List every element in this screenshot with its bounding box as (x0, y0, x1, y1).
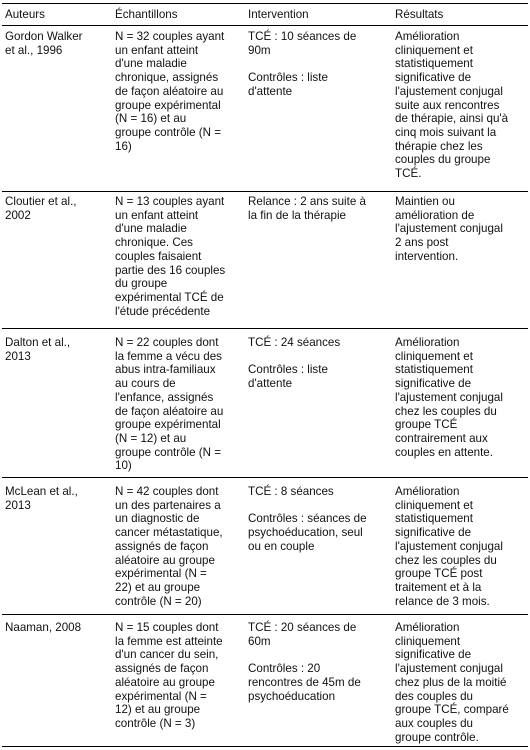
row-divider (2, 328, 528, 329)
row-divider (2, 614, 528, 615)
cell-echantillons: N = 13 couples ayant un enfant atteint d'une maladie chronique. Ces couples faisaient partie des 16 couples du groupe expérimental TCÉ de l'étude précédente (115, 195, 226, 318)
cell-echantillons: N = 22 couples dont la femme a vécu des abus intra-familiaux au cours de l'enfance, assignés de façon aléatoire au groupe expérimental (N = 12) et au groupe contrôle (N = 10) (115, 336, 224, 473)
cell-resultats: Maintien ou amélioration de l'ajustement conjugal 2 ans post intervention. (395, 195, 503, 263)
cell-resultats: Amélioration cliniquement et statistiquement significative de l'ajustement conjugal suite aux rencontres de thérapie, ainsi qu'à cinq mois suivant la thérapie chez les couples du groupe TCÉ. (395, 30, 509, 181)
table-header-row (2, 3, 528, 27)
table-bottom-rule (2, 746, 528, 747)
cell-auteurs: Dalton et al., 2013 (5, 336, 71, 363)
row-divider (2, 191, 528, 192)
cell-auteurs: Cloutier et al., 2002 (5, 195, 77, 222)
header-rule (2, 25, 528, 26)
cell-intervention: TCÉ : 24 séances Contrôles : liste d'attente (248, 336, 341, 391)
cell-auteurs: McLean et al., 2013 (5, 485, 78, 512)
cell-echantillons: N = 42 couples dont un des partenaires a un diagnostic de cancer métastatique, assignés de façon aléatoire au groupe expérimental (N = 22) et au groupe contrôle (N = 20) (115, 485, 223, 608)
cell-intervention: TCÉ : 8 séances Contrôles : séances de psychoéducation, seul ou en couple (248, 485, 367, 553)
cell-resultats: Amélioration cliniquement et statistiquement significative de l'ajustement conjugal chez les couples du groupe TCÉ post traitement et à la relance de 3 mois. (395, 485, 503, 608)
cell-intervention: TCÉ : 10 séances de 90m Contrôles : liste d'attente (248, 30, 357, 98)
cell-echantillons: N = 32 couples ayant un enfant atteint d'une maladie chronique, assignés de façon aléatoire au groupe expérimental (N = 16) et au groupe contrôle (N = 16) (115, 30, 225, 153)
cell-intervention: TCÉ : 20 séances de 60m Contrôles : 20 rencontres de 45m de psychoéducation (248, 621, 361, 703)
cell-resultats: Amélioration cliniquement significative de l'ajustement conjugal chez plus de la moitié des couples du groupe TCÉ, comparé aux couples du groupe contrôle. (395, 621, 509, 744)
header-intervention: Intervention (248, 8, 309, 21)
cell-echantillons: N = 15 couples dont la femme est atteinte d'un cancer du sein, assignés de façon aléatoire au groupe expérimental (N = 12) et au groupe contrôle (N = 3) (115, 621, 223, 730)
cell-intervention: Relance : 2 ans suite à la fin de la thérapie (248, 195, 366, 222)
row-divider (2, 477, 528, 478)
header-echantillons: Échantillons (115, 8, 178, 21)
cell-auteurs: Gordon Walker et al., 1996 (5, 30, 83, 57)
cell-resultats: Amélioration cliniquement et statistiquement significative de l'ajustement conjugal chez les couples du groupe TCÉ contrairement aux couples en attente. (395, 336, 503, 459)
header-resultats: Résultats (395, 8, 444, 21)
cell-auteurs: Naaman, 2008 (5, 621, 82, 634)
header-auteurs: Auteurs (5, 8, 45, 21)
